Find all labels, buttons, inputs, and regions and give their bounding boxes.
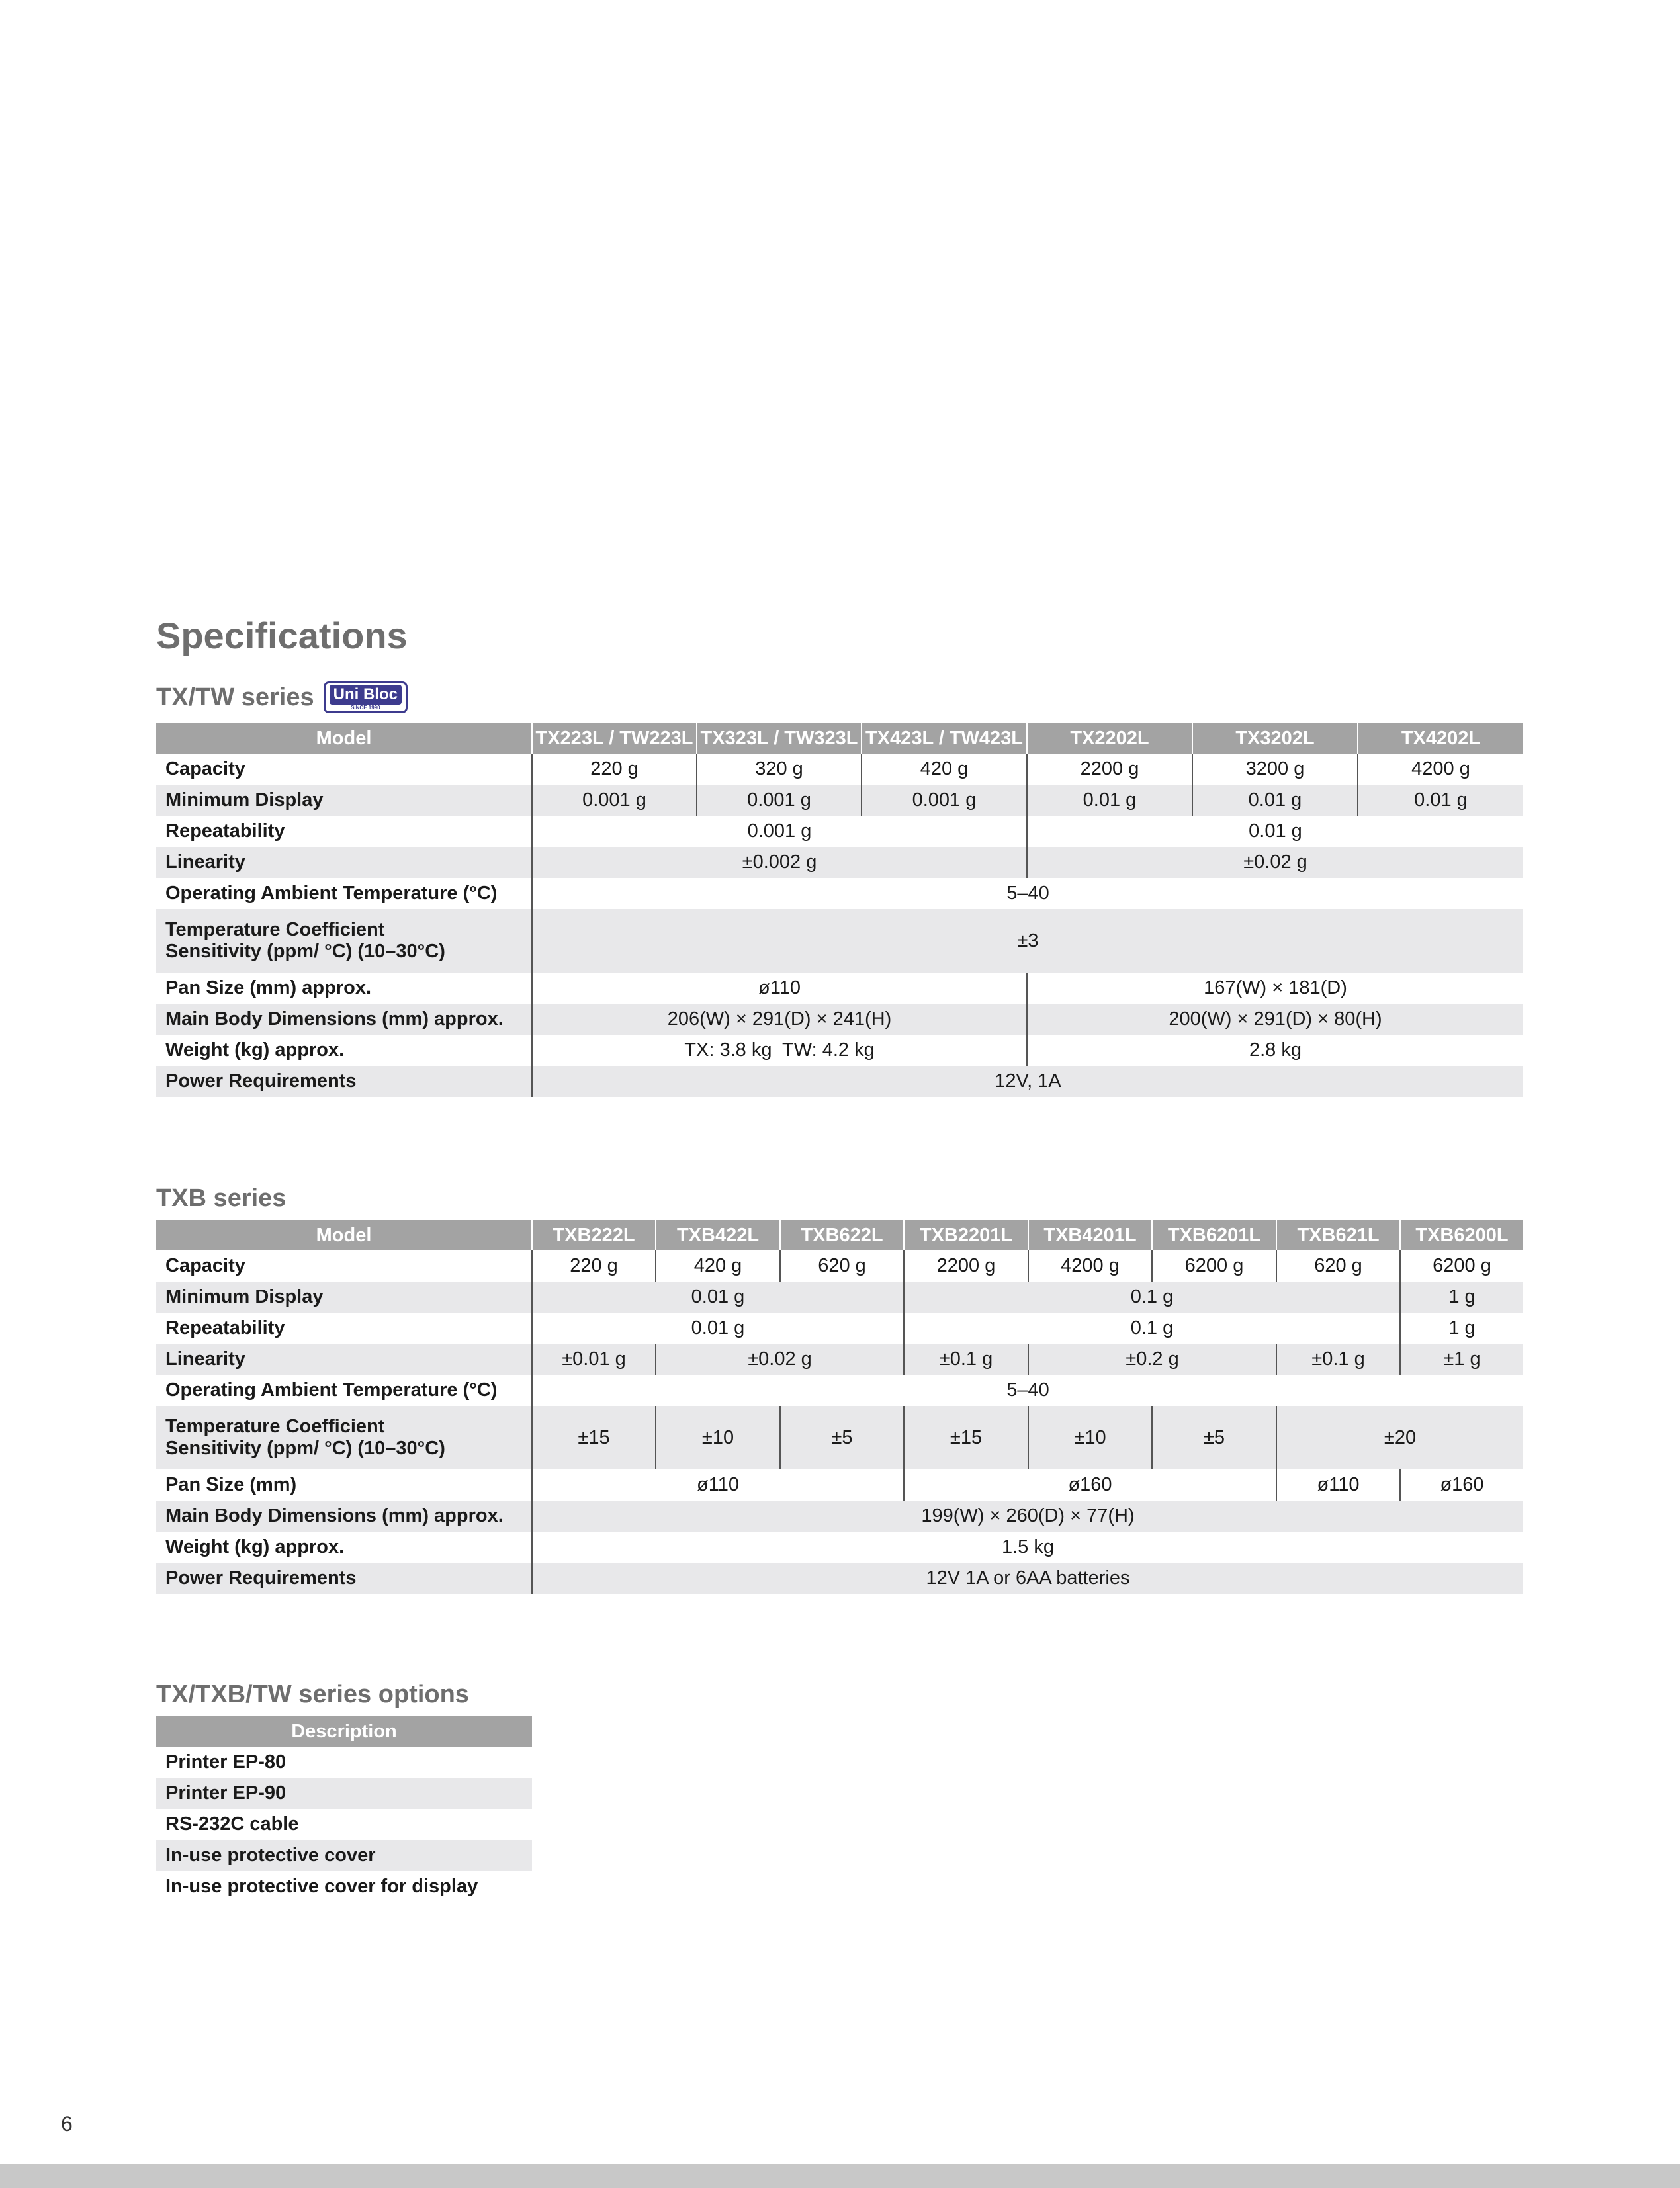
row-label: Pan Size (mm): [165, 1474, 297, 1495]
table-cell: ±0.002 g: [532, 847, 1027, 878]
table-cell: 620 g: [780, 1250, 904, 1282]
table-cell: 0.1 g: [904, 1282, 1400, 1313]
table-row: [156, 847, 1523, 878]
row-label: Repeatability: [165, 820, 285, 842]
table-cell: ±1 g: [1400, 1344, 1523, 1375]
row-label: Linearity: [156, 847, 532, 878]
table-cell: ±15: [532, 1406, 656, 1469]
table-row: [156, 1469, 1523, 1501]
table-cell: ø110: [532, 973, 1027, 1004]
table-cell: ±0.1 g: [1276, 1344, 1400, 1375]
row-label: Repeatability: [165, 1317, 285, 1338]
row-label: [156, 1406, 532, 1469]
table-cell: 12V, 1A: [532, 1066, 1523, 1097]
table-cell: 0.1 g: [904, 1313, 1400, 1344]
row-label-line: Sensitivity (ppm/ °C) (10–30°C): [165, 1438, 445, 1459]
table-cell: ±15: [904, 1406, 1028, 1469]
table-cell: ø110: [532, 1469, 904, 1501]
table-row: [156, 973, 1523, 1004]
table-cell: ±20: [1276, 1406, 1523, 1469]
row-label: Weight (kg) approx.: [165, 1536, 345, 1557]
row-label: Pan Size (mm) approx.: [165, 977, 372, 998]
unibloc-logo-sub: SINCE 1990: [351, 705, 380, 711]
table-row: [156, 1532, 1523, 1563]
header-cell: TX423L / TW423L: [862, 723, 1027, 754]
txb-series-title: TXB series: [156, 1184, 287, 1212]
options-table: [156, 1716, 532, 1902]
header-cell: Description: [156, 1716, 532, 1747]
table-cell: 4200 g: [1028, 1250, 1152, 1282]
header-cell: TX323L / TW323L: [697, 723, 862, 754]
table-row: [156, 1035, 1523, 1066]
table-row: [156, 1004, 1523, 1035]
row-label-line: Sensitivity (ppm/ °C) (10–30°C): [165, 941, 445, 962]
table-cell: 12V 1A or 6AA batteries: [532, 1563, 1523, 1594]
table-cell: 6200 g: [1400, 1250, 1523, 1282]
table-cell: ±0.2 g: [1028, 1344, 1276, 1375]
table-cell: 420 g: [656, 1250, 780, 1282]
table-cell: 2200 g: [904, 1250, 1028, 1282]
table-cell: 0.01 g: [532, 1282, 904, 1313]
table-cell: 0.001 g: [532, 816, 1027, 847]
table-row: [156, 1778, 532, 1809]
table-cell: 5–40: [532, 1375, 1523, 1406]
txb-spec-table: [156, 1220, 1523, 1594]
table-cell: 0.01 g: [1027, 816, 1523, 847]
header-cell: TXB622L: [780, 1220, 904, 1250]
footer-bar: [0, 2164, 1680, 2188]
table-row: [156, 1871, 532, 1902]
option-item: Printer EP-90: [156, 1778, 532, 1809]
table-row: [156, 816, 1523, 847]
header-cell: Model: [156, 723, 532, 754]
row-label: Main Body Dimensions (mm) approx.: [156, 1004, 532, 1035]
table-row: [156, 1375, 1523, 1406]
table-cell: ±0.02 g: [656, 1344, 904, 1375]
table-header-row: [156, 1716, 532, 1747]
header-cell: Model: [156, 1220, 532, 1250]
tx-tw-series-title: [156, 681, 408, 713]
table-row: [156, 754, 1523, 785]
table-cell: 200(W) × 291(D) × 80(H): [1027, 1004, 1523, 1035]
table-cell: 1 g: [1400, 1282, 1523, 1313]
table-row: [156, 1563, 1523, 1594]
table-cell: 0.01 g: [1192, 785, 1358, 816]
table-cell: 220 g: [532, 754, 697, 785]
table-cell: 0.001 g: [532, 785, 697, 816]
row-label-line: Temperature Coefficient: [165, 1416, 385, 1437]
table-row: [156, 1747, 532, 1778]
header-cell: TX4202L: [1358, 723, 1523, 754]
options-title: TX/TXB/TW series options: [156, 1681, 469, 1708]
row-label: [156, 909, 532, 973]
table-cell: 3200 g: [1192, 754, 1358, 785]
row-label: Operating Ambient Temperature (°C): [165, 1379, 498, 1401]
table-cell: ±0.02 g: [1027, 847, 1523, 878]
table-row: [156, 785, 1523, 816]
table-cell: ±5: [780, 1406, 904, 1469]
table-cell: ø160: [904, 1469, 1276, 1501]
table-cell: 2.8 kg: [1027, 1035, 1523, 1066]
header-cell: TXB6201L: [1152, 1220, 1276, 1250]
row-label: Weight (kg) approx.: [165, 1039, 345, 1061]
row-label: Operating Ambient Temperature (°C): [165, 883, 498, 904]
table-cell: 0.001 g: [697, 785, 862, 816]
table-cell: ±0.01 g: [532, 1344, 656, 1375]
table-row: [156, 1809, 532, 1840]
table-header-row: [156, 1220, 1523, 1250]
table-row: [156, 1066, 1523, 1097]
table-cell: ±10: [656, 1406, 780, 1469]
table-row: [156, 909, 1523, 973]
table-cell: 199(W) × 260(D) × 77(H): [532, 1501, 1523, 1532]
row-label: Minimum Display: [156, 1282, 532, 1313]
header-cell: TXB222L: [532, 1220, 656, 1250]
table-cell: ø110: [1276, 1469, 1400, 1501]
table-cell: ±3: [532, 909, 1523, 973]
table-cell: ø160: [1400, 1469, 1523, 1501]
table-cell: 1.5 kg: [532, 1532, 1523, 1563]
row-label: Main Body Dimensions (mm) approx.: [156, 1501, 532, 1532]
option-item: RS-232C cable: [165, 1814, 299, 1835]
row-label: Capacity: [165, 1255, 245, 1276]
table-row: [156, 1344, 1523, 1375]
table-cell: 2200 g: [1027, 754, 1192, 785]
table-row: [156, 1282, 1523, 1313]
header-cell: TXB4201L: [1028, 1220, 1152, 1250]
table-cell: 220 g: [532, 1250, 656, 1282]
table-cell: 206(W) × 291(D) × 241(H): [532, 1004, 1027, 1035]
table-cell: ±0.1 g: [904, 1344, 1028, 1375]
table-cell: 167(W) × 181(D): [1027, 973, 1523, 1004]
table-row: [156, 1406, 1523, 1469]
header-cell: TX223L / TW223L: [532, 723, 697, 754]
table-row: [156, 1501, 1523, 1532]
row-label: Capacity: [165, 758, 245, 779]
row-label: Power Requirements: [156, 1563, 532, 1594]
table-cell: 1 g: [1400, 1313, 1523, 1344]
table-cell: TX: 3.8 kg TW: 4.2 kg: [532, 1035, 1027, 1066]
row-label: Minimum Display: [156, 785, 532, 816]
unibloc-logo-text: Uni Bloc: [330, 685, 402, 705]
table-cell: 420 g: [862, 754, 1027, 785]
option-item: In-use protective cover for display: [165, 1876, 478, 1897]
header-cell: TX2202L: [1027, 723, 1192, 754]
option-item: In-use protective cover: [156, 1840, 532, 1871]
row-label: Linearity: [156, 1344, 532, 1375]
table-cell: 620 g: [1276, 1250, 1400, 1282]
table-row: [156, 1840, 532, 1871]
page-number: 6: [61, 2112, 73, 2136]
table-header-row: [156, 723, 1523, 754]
row-label-line: Temperature Coefficient: [165, 919, 385, 940]
header-cell: TXB2201L: [904, 1220, 1028, 1250]
table-cell: 0.01 g: [1027, 785, 1192, 816]
table-cell: ±10: [1028, 1406, 1152, 1469]
header-cell: TX3202L: [1192, 723, 1358, 754]
header-cell: TXB621L: [1276, 1220, 1400, 1250]
row-label: Power Requirements: [156, 1066, 532, 1097]
header-cell: TXB422L: [656, 1220, 780, 1250]
header-cell: TXB6200L: [1400, 1220, 1523, 1250]
table-cell: 4200 g: [1358, 754, 1523, 785]
page-title: Specifications: [156, 615, 408, 656]
table-cell: 0.001 g: [862, 785, 1027, 816]
table-cell: 0.01 g: [532, 1313, 904, 1344]
table-row: [156, 878, 1523, 909]
tx-tw-series-title-text: TX/TW series: [156, 683, 314, 711]
unibloc-logo: [324, 681, 408, 713]
table-row: [156, 1250, 1523, 1282]
table-row: [156, 1313, 1523, 1344]
table-cell: 320 g: [697, 754, 862, 785]
table-cell: ±5: [1152, 1406, 1276, 1469]
option-item: Printer EP-80: [165, 1751, 287, 1772]
table-cell: 0.01 g: [1358, 785, 1523, 816]
table-cell: 6200 g: [1152, 1250, 1276, 1282]
tx-tw-spec-table: [156, 723, 1523, 1097]
table-cell: 5–40: [532, 878, 1523, 909]
